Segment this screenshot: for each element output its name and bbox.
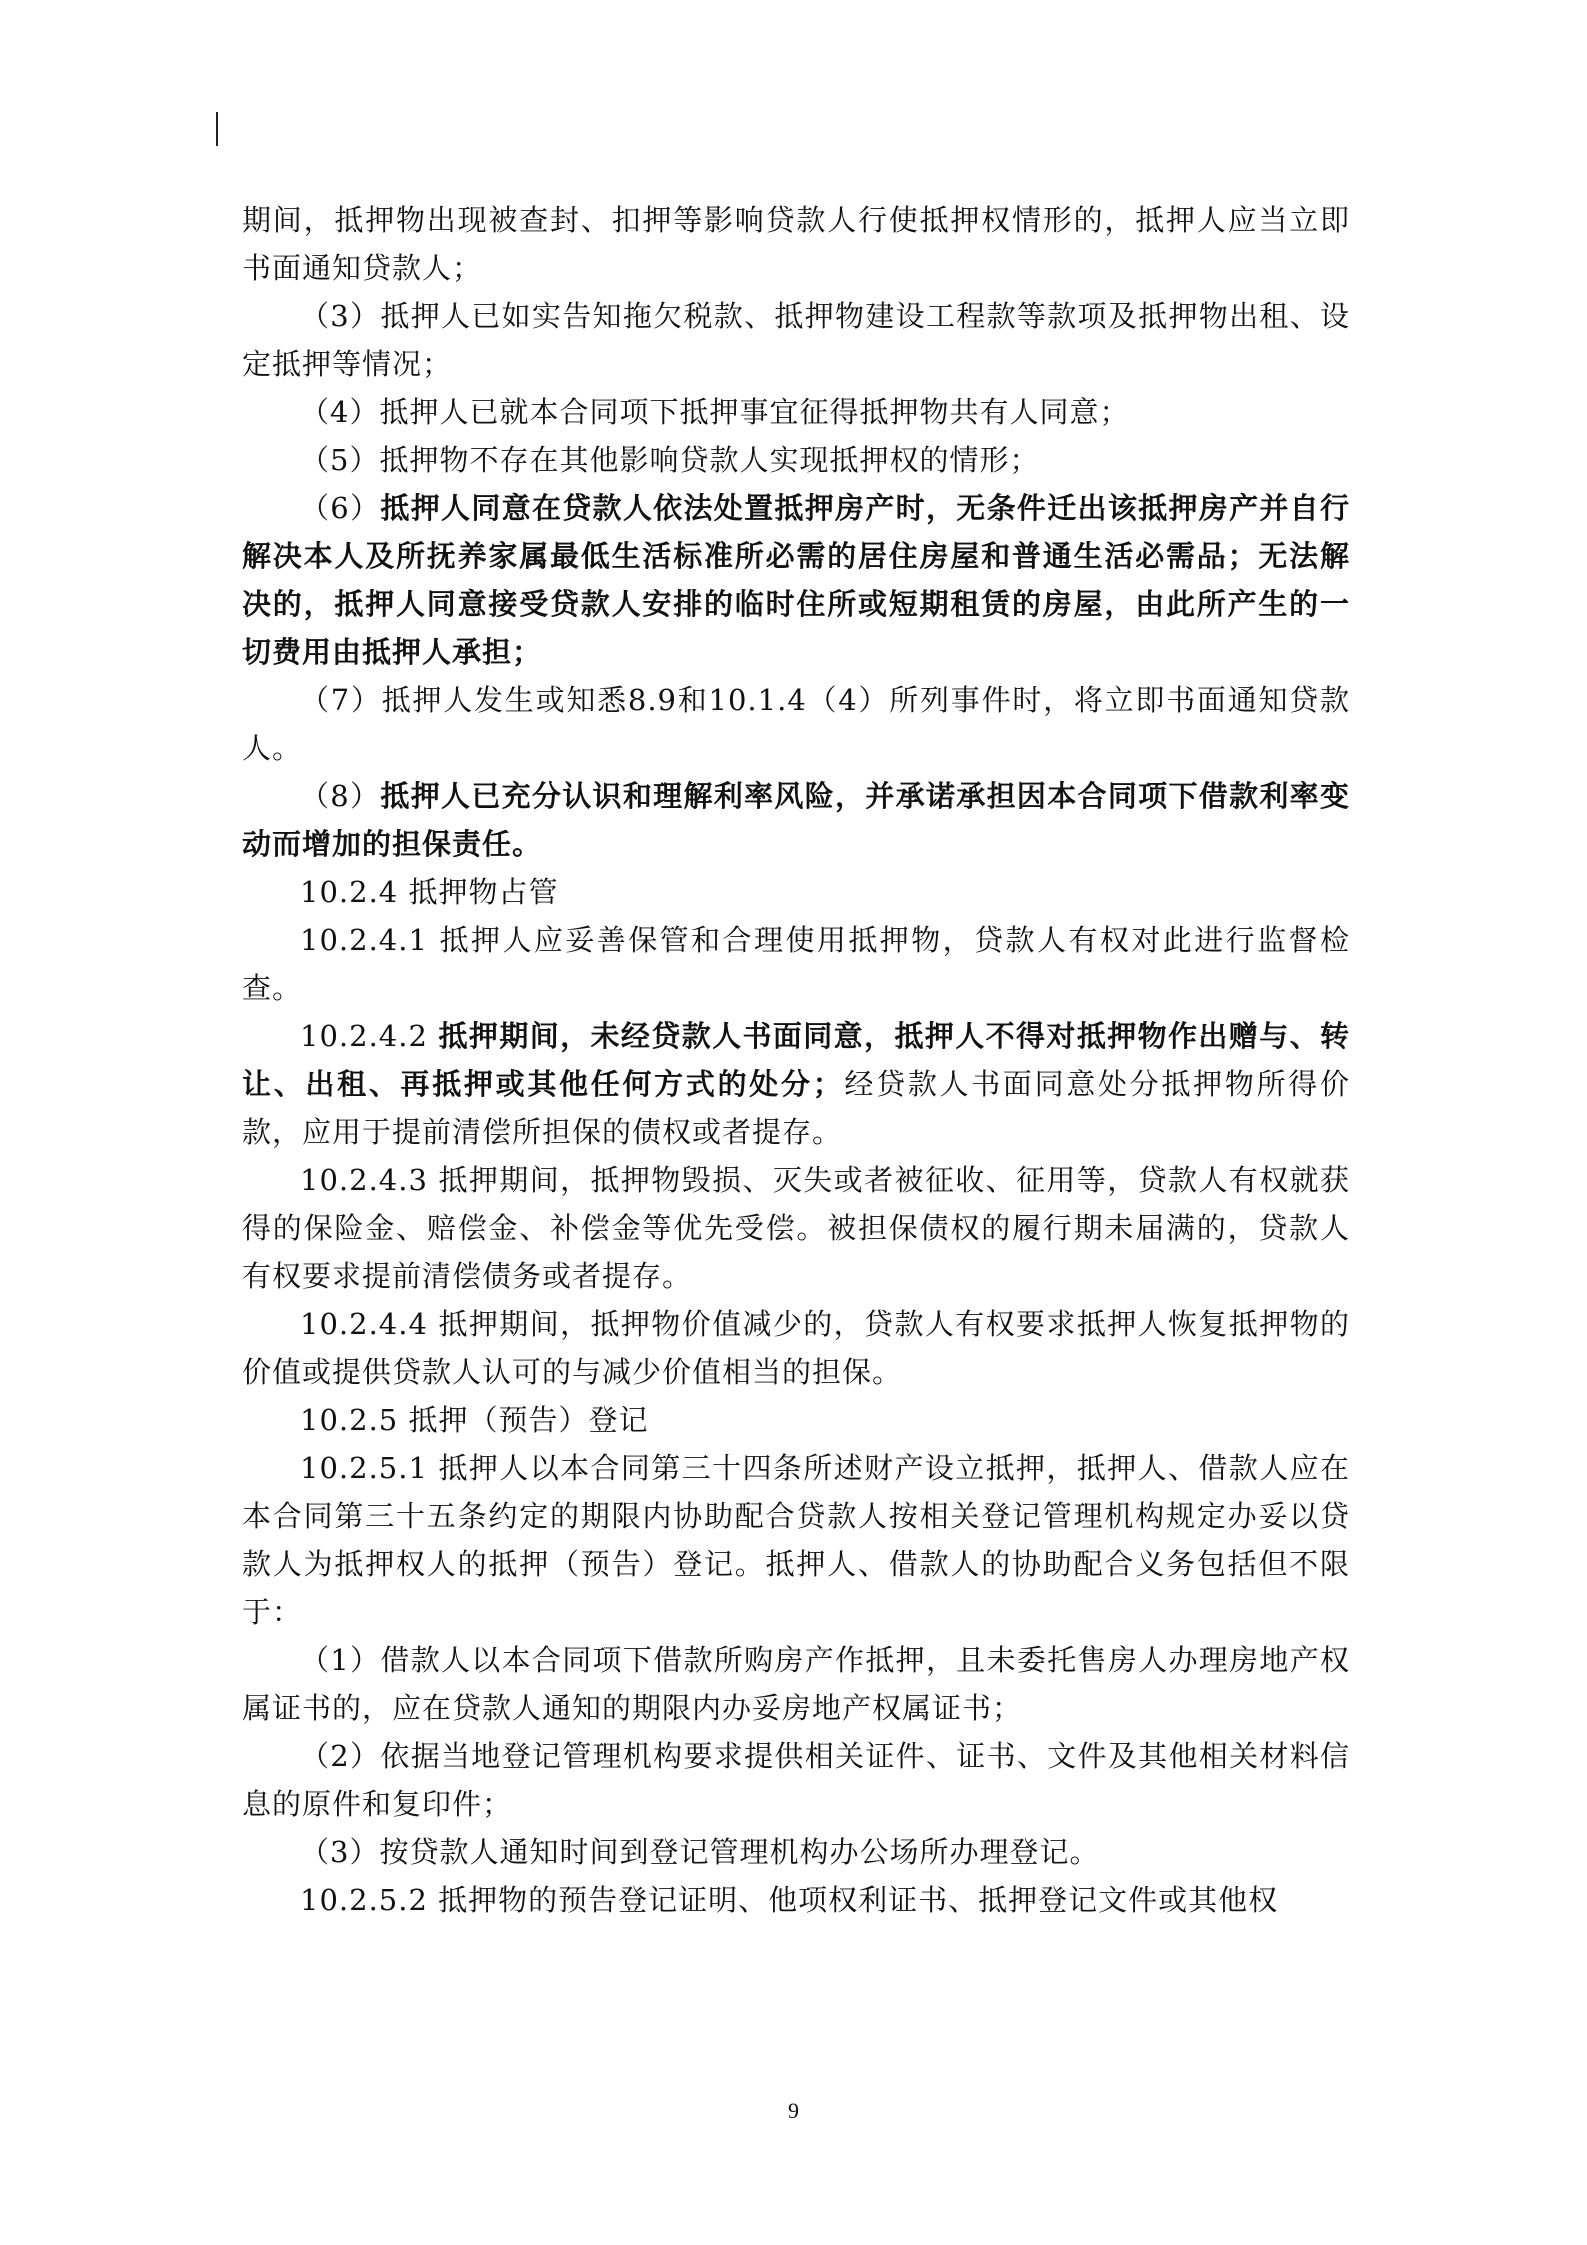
section-heading-10-2-4: 10.2.4 抵押物占管: [300, 875, 559, 909]
section-10-2-4-3: 10.2.4.3 抵押期间，抵押物毁损、灭失或者被征收、征用等，贷款人有权就获得的保险金、赔偿金、补偿金等优先受偿。被担保债权的履行期未届满的，贷款人有权要求提前清偿债务或者提存。: [242, 1163, 1350, 1293]
section-10-2-4-4: 10.2.4.4 抵押期间，抵押物价值减少的，贷款人有权要求抵押人恢复抵押物的价值或提供贷款人认可的与减少价值相当的担保。: [242, 1307, 1350, 1389]
paragraph-continuation: 期间，抵押物出现被查封、扣押等影响贷款人行使抵押权情形的，抵押人应当立即书面通知贷款人；: [242, 203, 1350, 285]
section-heading-10-2-5: 10.2.5 抵押（预告）登记: [300, 1403, 649, 1437]
duty-item-2: （2）依据当地登记管理机构要求提供相关证件、证书、文件及其他相关材料信息的原件和复印件；: [242, 1739, 1350, 1821]
page-number: 9: [788, 2098, 799, 2123]
clause-5: （5）抵押物不存在其他影响贷款人实现抵押权的情形；: [300, 443, 1040, 477]
clause-6: （6）抵押人同意在贷款人依法处置抵押房产时，无条件迁出该抵押房产并自行解决本人及所抚养家属最低生活标准所必需的居住房屋和普通生活必需品；无法解决的，抵押人同意接受贷款人安排的临时住所或短期租赁的房屋，由此所产生的一切费用由抵押人承担；: [242, 491, 1350, 669]
clause-8: （8）抵押人已充分认识和理解利率风险，并承诺承担因本合同项下借款利率变动而增加的担保责任。: [242, 779, 1350, 861]
contract-body: [242, 196, 1350, 1924]
margin-mark: [216, 112, 218, 146]
clause-7: （7）抵押人发生或知悉8.9和10.1.4（4）所列事件时，将立即书面通知贷款人。: [242, 683, 1350, 765]
section-10-2-4-1: 10.2.4.1 抵押人应妥善保管和合理使用抵押物，贷款人有权对此进行监督检查。: [242, 923, 1350, 1005]
section-10-2-5-1: 10.2.5.1 抵押人以本合同第三十四条所述财产设立抵押，抵押人、借款人应在本合同第三十五条约定的期限内协助配合贷款人按相关登记管理机构规定办妥以贷款人为抵押权人的抵押（预告）登记。抵押人、借款人的协助配合义务包括但不限于：: [242, 1451, 1350, 1629]
section-10-2-5-2: 10.2.5.2 抵押物的预告登记证明、他项权利证书、抵押登记文件或其他权: [300, 1883, 1279, 1917]
duty-item-1: （1）借款人以本合同项下借款所购房产作抵押，且未委托售房人办理房地产权属证书的，应在贷款人通知的期限内办妥房地产权属证书；: [242, 1643, 1350, 1725]
section-10-2-4-2: 10.2.4.2 抵押期间，未经贷款人书面同意，抵押人不得对抵押物作出赠与、转让、出租、再抵押或其他任何方式的处分；经贷款人书面同意处分抵押物所得价款，应用于提前清偿所担保的债权或者提存。: [242, 1019, 1350, 1149]
clause-4: （4）抵押人已就本合同项下抵押事宜征得抵押物共有人同意；: [300, 395, 1130, 429]
clause-3: （3）抵押人已如实告知拖欠税款、抵押物建设工程款等款项及抵押物出租、设定抵押等情况；: [242, 299, 1350, 381]
duty-item-3: （3）按贷款人通知时间到登记管理机构办公场所办理登记。: [300, 1835, 1100, 1869]
